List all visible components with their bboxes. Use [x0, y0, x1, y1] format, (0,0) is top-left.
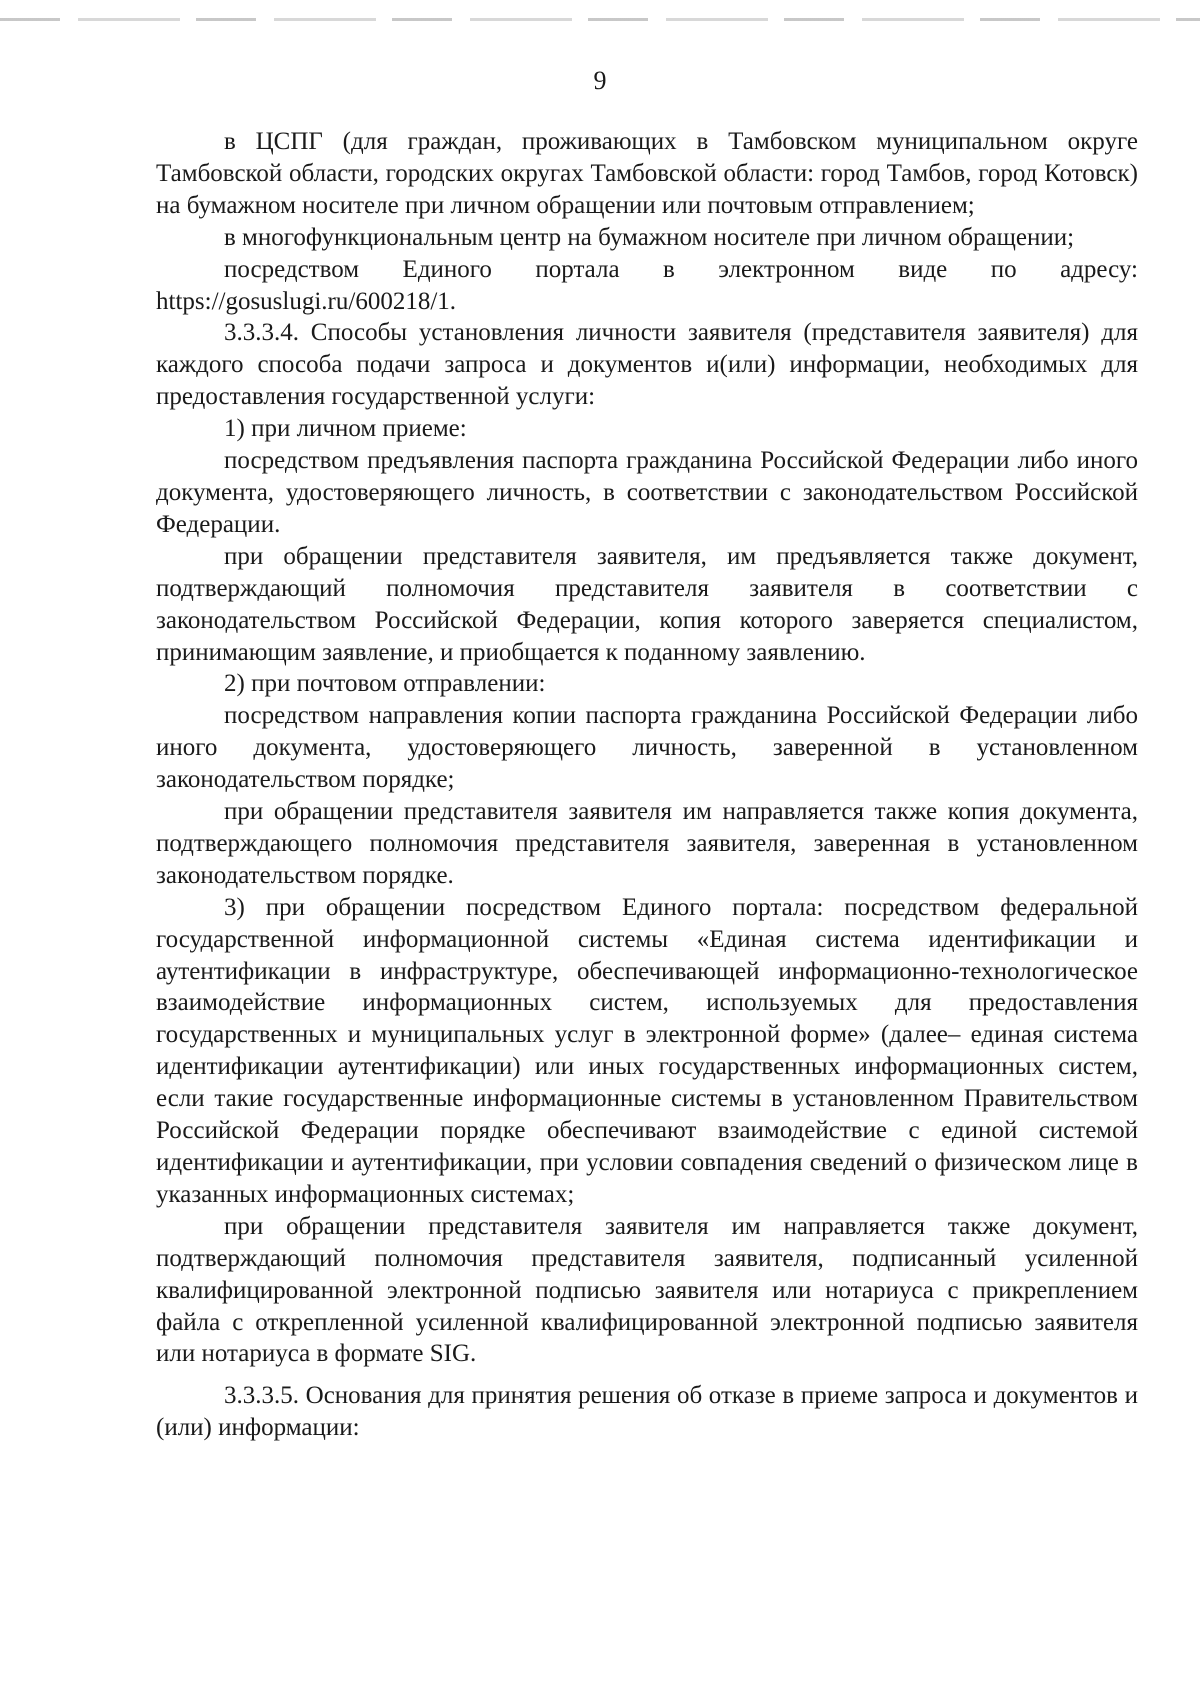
paragraph-passport-presentation: посредством предъявления паспорта гражданина Российской Федерации либо иного документа, удостоверяющего личность, в соответствии с законодательством Российской Федерации.: [156, 447, 1138, 538]
paragraph-portal-submission: посредством Единого портала в электронном виде по адресу: https://gosuslugi.ru/600218/1.: [156, 255, 1138, 315]
paragraph-representative-personal: при обращении представителя заявителя, им предъявляется также документ, подтверждающий полномочия представителя заявителя в соответствии с законодательством Российской Федерации, копия которого заверяется специалистом, принимающим заявление, и приобщается к поданному заявлению.: [156, 542, 1138, 666]
paragraph-item-3-portal: 3) при обращении посредством Единого портала: посредством федеральной государственной информационной системы «Единая система идентификации и аутентификации в инфраструктуре, обеспечивающей информационно-технологическое взаимодействие информационных систем, используемых для предоставления государственных и муниципальных услуг в электронной форме» (далее– единая система идентификации аутентификации) или иных государственных информационных систем, если такие государственные информационные системы в установленном Правительством Российской Федерации порядке обеспечивают взаимодействие с единой системой идентификации и аутентификации, при условии совпадения сведений о физическом лице в указанных информационных системах;: [156, 893, 1138, 1208]
paragraph-representative-portal: при обращении представителя заявителя им направляется также документ, подтверждающий полномочия представителя заявителя, подписанный усиленной квалифицированной электронной подписью заявителя или нотариуса с прикреплением файла с открепленной усиленной квалифицированной электронной подписью заявителя или нотариуса в формате SIG.: [156, 1212, 1138, 1368]
paragraph-representative-postal: при обращении представителя заявителя им направляется также копия документа, подтверждающего полномочия представителя заявителя, заверенная в установленном законодательством порядке.: [156, 798, 1138, 889]
paragraph-cspg-submission: в ЦСПГ (для граждан, проживающих в Тамбовском муниципальном округе Тамбовской области, городских округах Тамбовской области: город Тамбов, город Котовск) на бумажном носителе при личном обращении или почтовым отправлением;: [156, 128, 1138, 219]
page-number: 9: [593, 66, 607, 95]
paragraph-passport-copy: посредством направления копии паспорта гражданина Российской Федерации либо иного документа, удостоверяющего личность, заверенной в установленном законодательством порядке;: [156, 702, 1138, 794]
scan-edge-artifact: [0, 18, 1200, 21]
paragraph-mfc-submission: в многофункциональным центр на бумажном носителе при личном обращении;: [224, 223, 1075, 251]
document-body: [156, 126, 1138, 1444]
paragraph-item-1-personal: 1) при личном приеме:: [224, 415, 467, 443]
paragraph-section-3-3-3-5: 3.3.3.5. Основания для принятия решения об отказе в приеме запроса и документов и (или) информации:: [156, 1382, 1138, 1442]
paragraph-section-3-3-3-4: 3.3.3.4. Способы установления личности заявителя (представителя заявителя) для каждого способа подачи запроса и документов и(или) информации, необходимых для предоставления государственной услуги:: [156, 319, 1138, 411]
paragraph-item-2-postal: 2) при почтовом отправлении:: [224, 670, 546, 698]
